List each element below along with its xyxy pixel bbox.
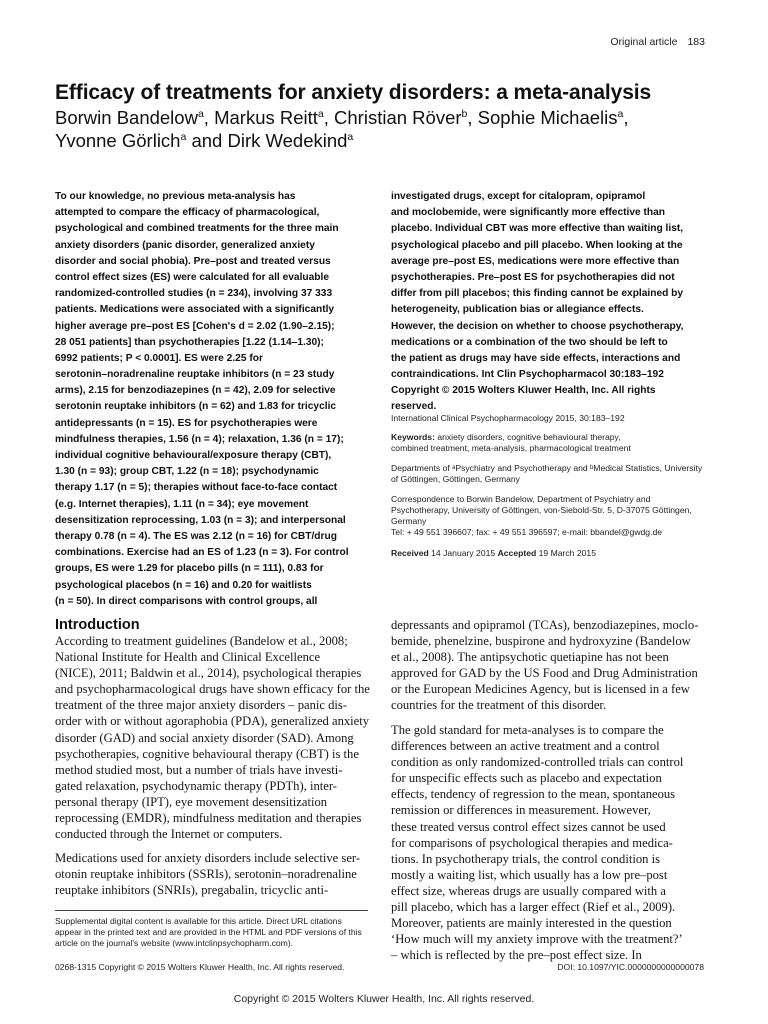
received-date: 14 January 2015 xyxy=(431,548,496,558)
accepted-label: Accepted xyxy=(497,548,537,558)
text-line: 1.30 (n = 93); group CBT, 1.22 (n = 18); psychodynamic xyxy=(55,466,319,478)
text-line: average pre–post ES, medications were more effective than xyxy=(391,255,680,267)
journal-citation: International Clinical Psychopharmacology 2015, 30:183–192 xyxy=(391,413,625,423)
page-copyright: Copyright © 2015 Wolters Kluwer Health, Inc. All rights reserved. xyxy=(233,993,535,1005)
text-line: approved for GAD by the US Food and Drug Administration xyxy=(391,666,698,681)
text-line: bemide, phenelzine, buspirone and hydroxyzine (Bandelow xyxy=(391,634,691,649)
text-line: remission or differences in measurement. However, xyxy=(391,803,651,818)
text-line: of Göttingen, Göttingen, Germany xyxy=(391,474,520,484)
intro-paragraph-1 xyxy=(55,633,368,842)
text-line: therapy 0.78 (n = 4). The ES was 2.12 (n = 16) for CBT/drug xyxy=(55,530,337,542)
text-line: differ from pill placebos; this finding cannot be explained by xyxy=(391,288,684,300)
author-name: Dirk Wedekind xyxy=(227,130,348,151)
section-heading: Introduction xyxy=(55,617,140,633)
text-line: serotonin reuptake inhibitors (n = 62) and 1.83 for tricyclic xyxy=(55,401,337,413)
doi-link[interactable]: DOI: 10.1097/YIC.0000000000000078 xyxy=(557,962,704,972)
text-line: 28 051 patients] than psychotherapies [1.22 (1.14–1.30); xyxy=(55,336,324,348)
intro-paragraph-2 xyxy=(55,850,368,898)
text-line: effects, tendency of regression to the mean, spontaneous xyxy=(391,787,676,802)
text-line: article on the journal's website (www.intclinpsychopharm.com). xyxy=(55,938,294,949)
text-line: investigated drugs, except for citalopram, opipramol xyxy=(391,191,646,202)
text-line: Psychotherapy, University of Göttingen, von-Siebold-Str. 5, D-37075 Göttingen, xyxy=(391,505,692,515)
text-line: for comparisons of psychological therapies and medica- xyxy=(391,835,673,850)
text-line: Tel: + 49 551 396607; fax: + 49 551 396597; e-mail: bbandel@gwdg.de xyxy=(391,527,663,537)
text-line: appear in the printed text and are provided in the HTML and PDF versions of this xyxy=(55,927,362,938)
received-accepted xyxy=(391,548,596,559)
text-line: psychological placebos (n = 16) and 0.20 for waitlists xyxy=(55,579,312,591)
text-line: method studied most, but a number of trials have investi- xyxy=(55,762,343,777)
author-name: Christian Röver xyxy=(334,107,462,128)
text-line: – which is reflected by the pre–post effect size. In xyxy=(391,948,642,963)
running-head xyxy=(610,36,705,48)
text-line: conducted through the Internet or computers. xyxy=(55,827,283,842)
text-line: However, the decision on whether to choose psychotherapy, xyxy=(391,320,684,332)
text-line: To our knowledge, no previous meta-analysis has xyxy=(55,191,296,202)
text-line: Correspondence to Borwin Bandelow, Department of Psychiatry and xyxy=(391,494,651,504)
text-line: order with or without agoraphobia (PDA), generalized anxiety xyxy=(55,714,370,729)
keywords-line: anxiety disorders, cognitive behavioural therapy, xyxy=(437,432,621,442)
text-line: treatment of the three major anxiety disorders – panic dis- xyxy=(55,698,348,713)
author-name: Yvonne Görlich xyxy=(55,130,181,151)
text-line: otonin reuptake inhibitors (SSRIs), serotonin–noradrenaline xyxy=(55,867,357,882)
intro-paragraph-continued xyxy=(391,617,704,714)
affiliation-mark: a xyxy=(617,108,624,120)
text-line: Moreover, patients are mainly interested in the question xyxy=(391,916,672,931)
text-line: Copyright © 2015 Wolters Kluwer Health, Inc. All rights xyxy=(391,385,656,397)
author-separator: , xyxy=(323,107,335,128)
text-line: for unspecific effects such as placebo and expectation xyxy=(391,771,662,786)
text-line: patients. Medications were associated with a significantly xyxy=(55,304,335,316)
text-line: psychological placebo and pill placebo. When looking at the xyxy=(391,239,683,251)
text-line: depressants and opipramol (TCAs), benzodiazepines, moclo- xyxy=(391,618,699,632)
author-name: Borwin Bandelow xyxy=(55,107,198,128)
correspondence xyxy=(391,494,692,538)
text-line: Medications used for anxiety disorders include selective ser- xyxy=(55,851,361,865)
text-line: pill placebo, which has a larger effect (Rief et al., 2009). xyxy=(391,900,676,915)
keywords xyxy=(391,432,631,454)
text-line: ‘How much will my anxiety improve with the treatment?’ xyxy=(391,932,683,947)
text-line: gated relaxation, psychodynamic therapy (PDTh), inter- xyxy=(55,778,337,793)
text-line: anxiety disorders (panic disorder, generalized anxiety xyxy=(55,239,315,251)
text-line: psychotherapies, cognitive behavioural therapy (CBT) is the xyxy=(55,746,359,761)
text-line: or the European Medicines Agency, but is licensed in a few xyxy=(391,682,690,697)
intro-paragraph-3 xyxy=(391,722,704,963)
text-line: groups, ES were 1.29 for placebo pills (n = 111), 0.83 for xyxy=(55,563,324,575)
author-separator: , xyxy=(203,107,215,128)
received-label: Received xyxy=(391,548,429,558)
text-line: mostly a waiting list, which usually has a low pre–post xyxy=(391,867,668,882)
accepted-date: 19 March 2015 xyxy=(538,548,596,558)
text-line: medications or a combination of the two should be left to xyxy=(391,336,668,348)
article-title: Efficacy of treatments for anxiety disorders: a meta-analysis xyxy=(55,81,652,104)
text-line: psychological and combined treatments for the three main xyxy=(55,223,339,235)
text-line: disorder (GAD) and social anxiety disorder (SAD). Among xyxy=(55,730,354,745)
text-line: combinations. Exercise had an ES of 1.23 (n = 3). For control xyxy=(55,547,349,559)
abstract-left-column xyxy=(55,189,370,610)
text-line: effect size, whereas drugs are usually compared with a xyxy=(391,883,666,898)
keywords-label: Keywords: xyxy=(391,432,435,442)
text-line: therapy 1.17 (n = 5); therapies without face-to-face contact xyxy=(55,482,338,494)
author-list xyxy=(55,106,725,152)
text-line: countries for the treatment of this disorder. xyxy=(391,698,607,713)
text-line: these treated versus control effect sizes cannot be used xyxy=(391,819,666,834)
affiliation-mark: a xyxy=(180,131,187,143)
text-line: attempted to compare the efficacy of pharmacological, xyxy=(55,207,320,219)
text-line: reuptake inhibitors (SNRIs), pregabalin, tricyclic anti- xyxy=(55,883,329,898)
text-line: and psychopharmacological drugs have shown efficacy for the xyxy=(55,682,370,697)
text-line: the patient as drugs may have side effects, interactions and xyxy=(391,352,681,364)
text-line: desensitization reprocessing, 1.03 (n = 3); and interpersonal xyxy=(55,514,346,526)
text-line: et al., 2008). The antipsychotic quetiapine has not been xyxy=(391,650,669,665)
affiliation-mark: a xyxy=(197,108,204,120)
author-separator: , xyxy=(623,107,629,128)
author-separator: , xyxy=(467,107,478,128)
author-name: Markus Reitt xyxy=(214,107,318,128)
text-line: placebo. Individual CBT was more effective than waiting list, xyxy=(391,223,684,235)
text-line: contraindications. Int Clin Psychopharmacol 30:183–192 xyxy=(391,369,664,381)
text-line: psychotherapies. Pre–post ES for psychotherapies did not xyxy=(391,271,675,283)
text-line: Germany xyxy=(391,516,427,526)
supplemental-footnote xyxy=(55,916,362,950)
text-line: The gold standard for meta-analyses is to compare the xyxy=(391,723,664,737)
author-separator: and xyxy=(186,130,228,151)
text-line: 6992 patients; P < 0.0001]. ES were 2.25 for xyxy=(55,352,263,364)
issn-copyright: 0268-1315 Copyright © 2015 Wolters Kluwer Health, Inc. All rights reserved. xyxy=(55,962,345,972)
text-line: randomized-controlled studies (n = 234), involving 37 333 xyxy=(55,288,333,300)
text-line: heterogeneity, publication bias or allegiance effects. xyxy=(391,304,644,316)
text-line: According to treatment guidelines (Bandelow et al., 2008; xyxy=(55,634,348,648)
affiliation-mark: b xyxy=(461,108,468,120)
text-line: tions. In psychotherapy trials, the control condition is xyxy=(391,851,660,866)
text-line: differences between an active treatment and a control xyxy=(391,739,660,754)
text-line: condition as only randomized-controlled trials can control xyxy=(391,755,684,770)
text-line: arms), 2.15 for benzodiazepines (n = 42), 2.09 for selective xyxy=(55,385,336,397)
text-line: higher average pre–post ES [Cohen's d = 2.02 (1.90–2.15); xyxy=(55,320,335,332)
text-line: antidepressants (n = 15). ES for psychotherapies were xyxy=(55,417,318,429)
text-line: Supplemental digital content is available for this article. Direct URL citations xyxy=(55,916,342,926)
text-line: Departments of ᵃPsychiatry and Psychotherapy and ᵇMedical Statistics, University xyxy=(391,463,703,473)
text-line: serotonin–noradrenaline reuptake inhibitors (n = 23 study xyxy=(55,369,335,381)
text-line: mindfulness therapies, 1.56 (n = 4); relaxation, 1.36 (n = 17); xyxy=(55,433,344,445)
text-line: control effect sizes (ES) were calculated for all evaluable xyxy=(55,271,330,283)
text-line: and moclobemide, were significantly more effective than xyxy=(391,207,666,219)
text-line: (n = 50). In direct comparisons with control groups, all xyxy=(55,595,318,607)
text-line: (e.g. Internet therapies), 1.11 (n = 34); eye movement xyxy=(55,498,309,510)
author-name: Sophie Michaelis xyxy=(477,107,618,128)
keywords-line: combined treatment, meta-analysis, pharmacological treatment xyxy=(391,443,631,453)
text-line: personal therapy (IPT), eye movement desensitization xyxy=(55,794,328,809)
footnote-divider xyxy=(55,910,368,911)
text-line: disorder and social phobia). Pre–post and treated versus xyxy=(55,255,331,267)
affiliation-mark: a xyxy=(317,108,324,120)
page-number: 183 xyxy=(687,36,705,48)
affiliations xyxy=(391,463,702,485)
text-line: reserved. xyxy=(391,401,437,413)
text-line: (NICE), 2011; Baldwin et al., 2014), psychological therapies xyxy=(55,666,362,681)
text-line: National Institute for Health and Clinical Excellence xyxy=(55,650,321,665)
section-label: Original article xyxy=(610,36,678,48)
text-line: reprocessing (EMDR), mindfulness meditation and therapies xyxy=(55,811,362,826)
affiliation-mark: a xyxy=(347,131,354,143)
text-line: individual cognitive behavioural/exposure therapy (CBT), xyxy=(55,450,332,461)
abstract-right-column xyxy=(391,189,709,416)
